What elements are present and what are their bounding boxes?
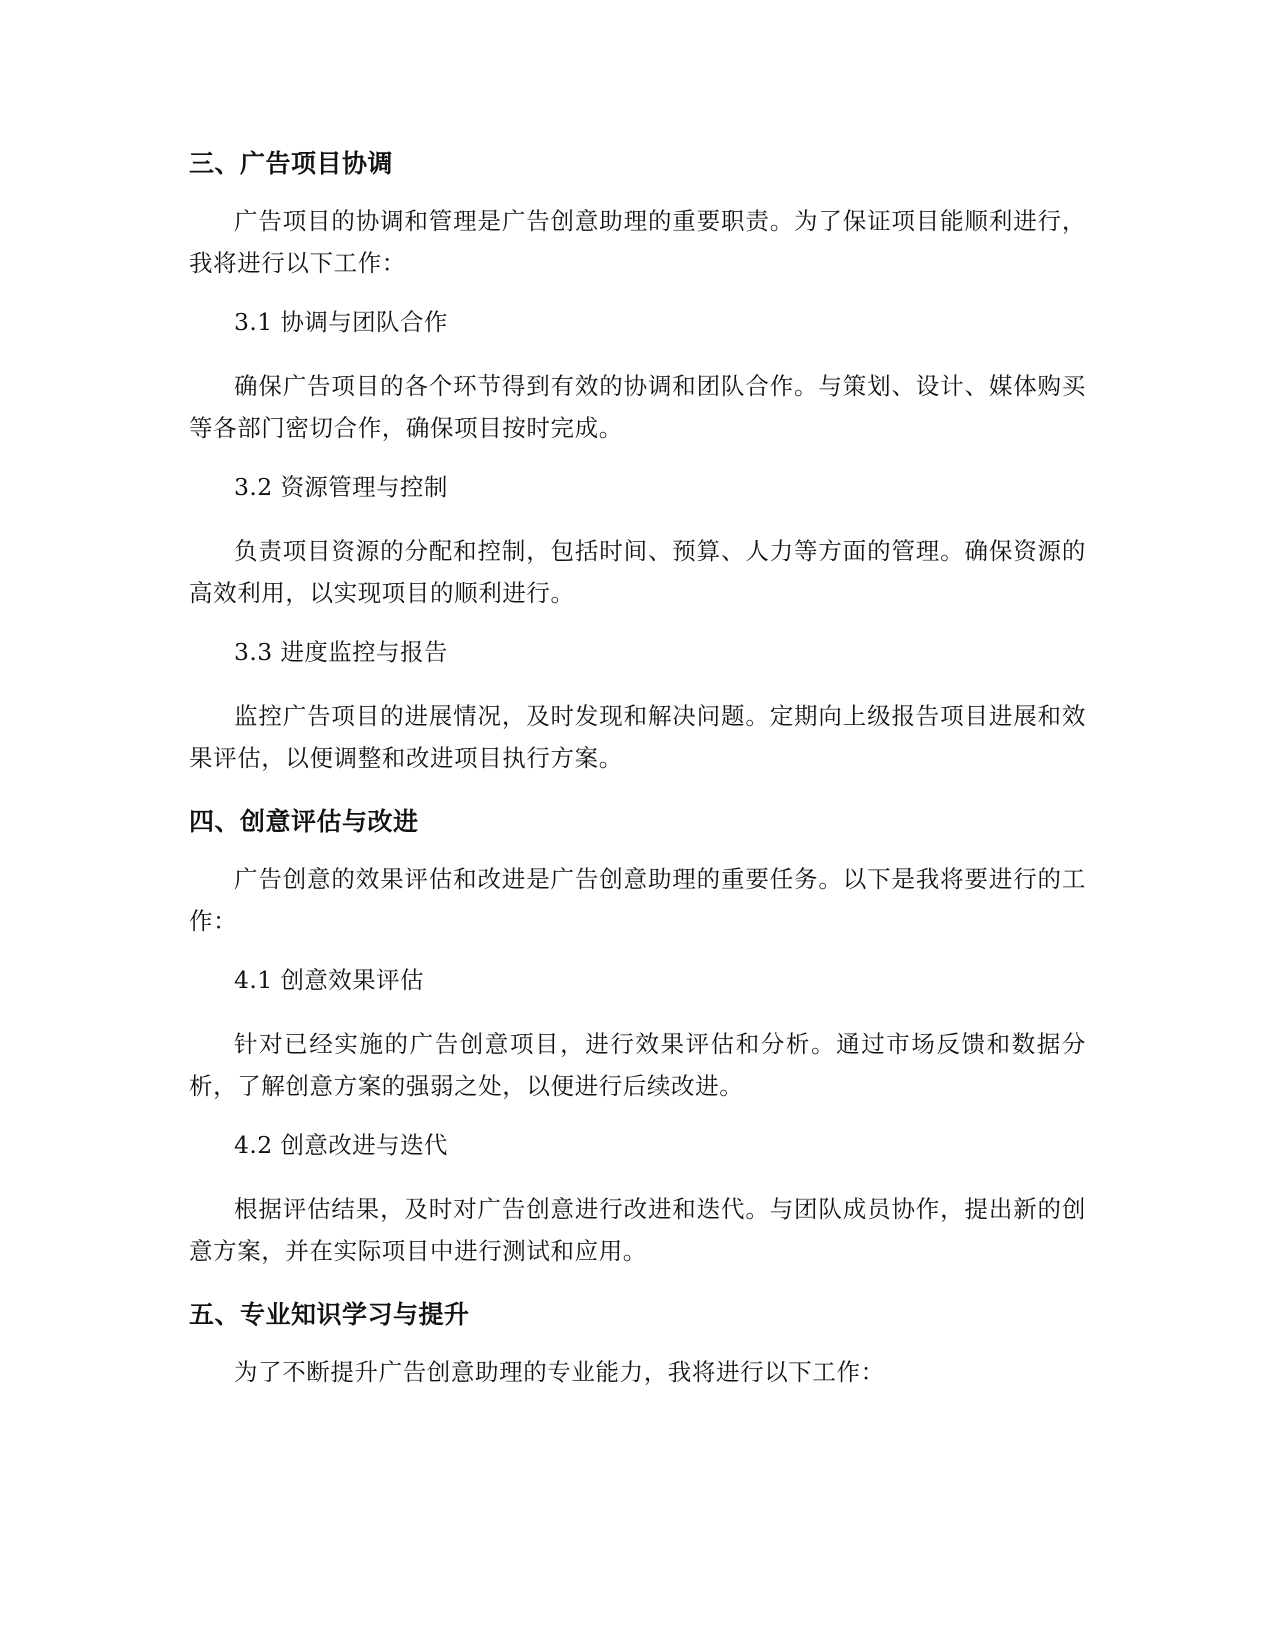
- section-intro: 广告创意的效果评估和改进是广告创意助理的重要任务。以下是我将要进行的工作：: [189, 865, 1086, 935]
- subsection-body: 针对已经实施的广告创意项目，进行效果评估和分析。通过市场反馈和数据分析，了解创意方案的强弱之处，以便进行后续改进。: [189, 1030, 1086, 1100]
- document-body: [189, 146, 1086, 1393]
- section-heading: 三、广告项目协调: [189, 149, 394, 178]
- section-heading: 五、专业知识学习与提升: [189, 1300, 470, 1329]
- subsection-heading: 3.3 进度监控与报告: [234, 638, 448, 666]
- subsection-heading: 4.1 创意效果评估: [234, 966, 424, 994]
- subsection-body: 确保广告项目的各个环节得到有效的协调和团队合作。与策划、设计、媒体购买等各部门密切合作，确保项目按时完成。: [189, 372, 1086, 442]
- section-intro: 为了不断提升广告创意助理的专业能力，我将进行以下工作：: [234, 1358, 885, 1386]
- section-intro: 广告项目的协调和管理是广告创意助理的重要职责。为了保证项目能顺利进行，我将进行以下工作：: [189, 207, 1086, 277]
- subsection-heading: 3.2 资源管理与控制: [234, 473, 448, 501]
- subsection-body: 负责项目资源的分配和控制，包括时间、预算、人力等方面的管理。确保资源的高效利用，以实现项目的顺利进行。: [189, 537, 1086, 607]
- section-heading: 四、创意评估与改进: [189, 807, 419, 836]
- subsection-body: 根据评估结果，及时对广告创意进行改进和迭代。与团队成员协作，提出新的创意方案，并在实际项目中进行测试和应用。: [189, 1195, 1086, 1265]
- subsection-heading: 3.1 协调与团队合作: [234, 308, 448, 336]
- subsection-heading: 4.2 创意改进与迭代: [234, 1131, 448, 1159]
- subsection-body: 监控广告项目的进展情况，及时发现和解决问题。定期向上级报告项目进展和效果评估，以便调整和改进项目执行方案。: [189, 702, 1086, 772]
